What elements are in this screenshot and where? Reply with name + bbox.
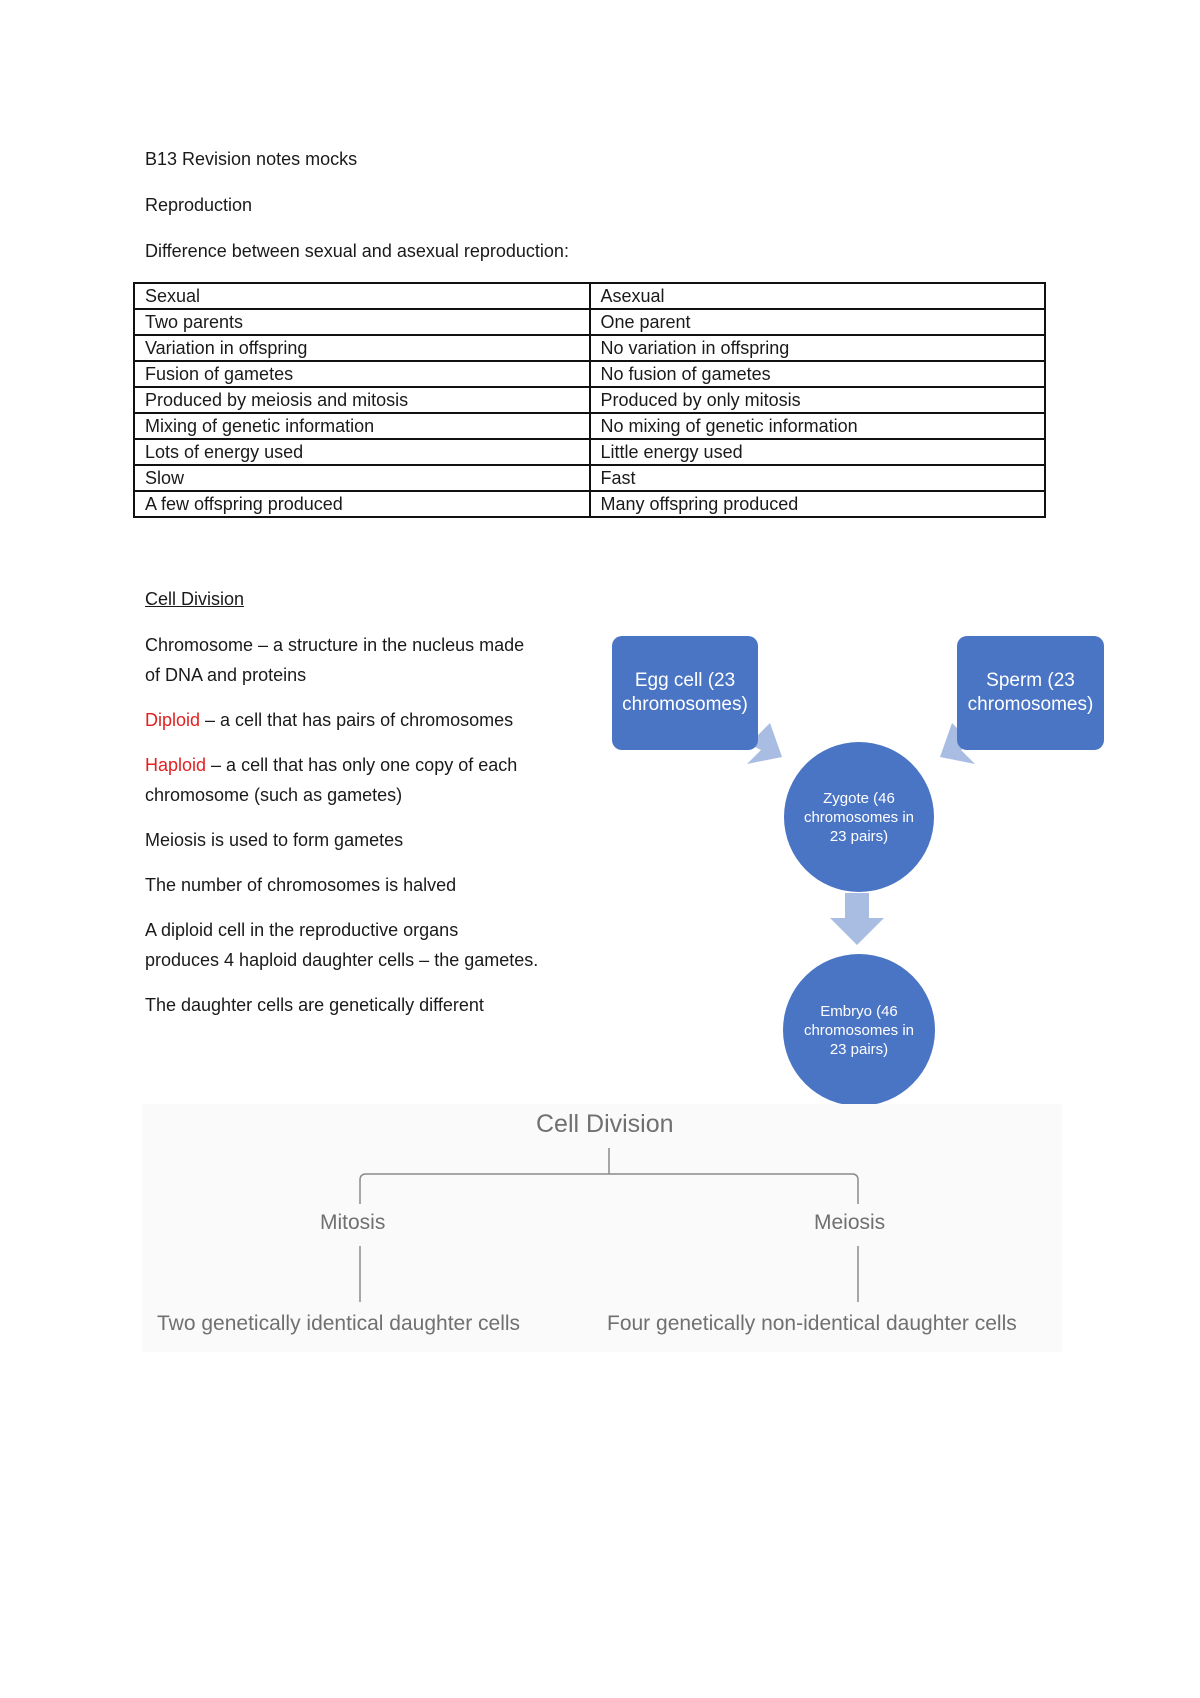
diploid-cell-note-line2: produces 4 haploid daughter cells – the gametes. [145,950,539,970]
sperm-box: Sperm (23 chromosomes) [957,636,1104,750]
table-cell: No mixing of genetic information [590,413,1046,439]
embryo-circle: Embryo (46 chromosomes in 23 pairs) [783,954,935,1106]
diploid-cell-note-line1: A diploid cell in the reproductive organs [145,920,459,940]
chromosomes-halved-note: The number of chromosomes is halved [145,875,457,895]
table-cell: No variation in offspring [590,335,1046,361]
table-intro: Difference between sexual and asexual reproduction: [145,241,569,261]
table-cell: Asexual [590,283,1046,309]
arrow-zygote-to-embryo [830,893,884,945]
table-cell: Slow [134,465,590,491]
table-cell: No fusion of gametes [590,361,1046,387]
table-cell: Produced by meiosis and mitosis [134,387,590,413]
tree-meiosis-description: Four genetically non-identical daughter cells [607,1312,1017,1335]
tree-title: Cell Division [536,1110,674,1138]
table-cell: Fusion of gametes [134,361,590,387]
diploid-term: Diploid [145,710,201,730]
haploid-text: – a cell that has only one copy of each [206,755,518,775]
cell-division-tree [142,1104,1062,1352]
cell-division-heading: Cell Division [145,589,245,609]
table-cell: Two parents [134,309,590,335]
table-cell: Variation in offspring [134,335,590,361]
document-title: B13 Revision notes mocks [145,149,358,169]
table-cell: Lots of energy used [134,439,590,465]
table-cell: One parent [590,309,1046,335]
tree-mitosis-label: Mitosis [320,1211,386,1234]
zygote-circle: Zygote (46 chromosomes in 23 pairs) [784,742,934,892]
table-cell: Little energy used [590,439,1046,465]
egg-cell-box: Egg cell (23 chromosomes) [612,636,758,750]
tree-meiosis-label: Meiosis [814,1211,886,1234]
haploid-term: Haploid [145,755,207,775]
table-cell: A few offspring produced [134,491,590,517]
meiosis-gametes-note: Meiosis is used to form gametes [145,830,404,850]
table-cell: Many offspring produced [590,491,1046,517]
chromosome-definition-line1: Chromosome – a structure in the nucleus made [145,635,525,655]
haploid-definition-line2: chromosome (such as gametes) [145,785,403,805]
table-cell: Mixing of genetic information [134,413,590,439]
table-cell: Fast [590,465,1046,491]
topic-heading: Reproduction [145,195,253,215]
daughter-cells-different-note: The daughter cells are genetically different [145,995,484,1015]
table-cell: Produced by only mitosis [590,387,1046,413]
chromosome-definition-line2: of DNA and proteins [145,665,307,685]
diploid-text: – a cell that has pairs of chromosomes [200,710,514,730]
tree-mitosis-description: Two genetically identical daughter cells [157,1312,521,1335]
table-cell: Sexual [134,283,590,309]
